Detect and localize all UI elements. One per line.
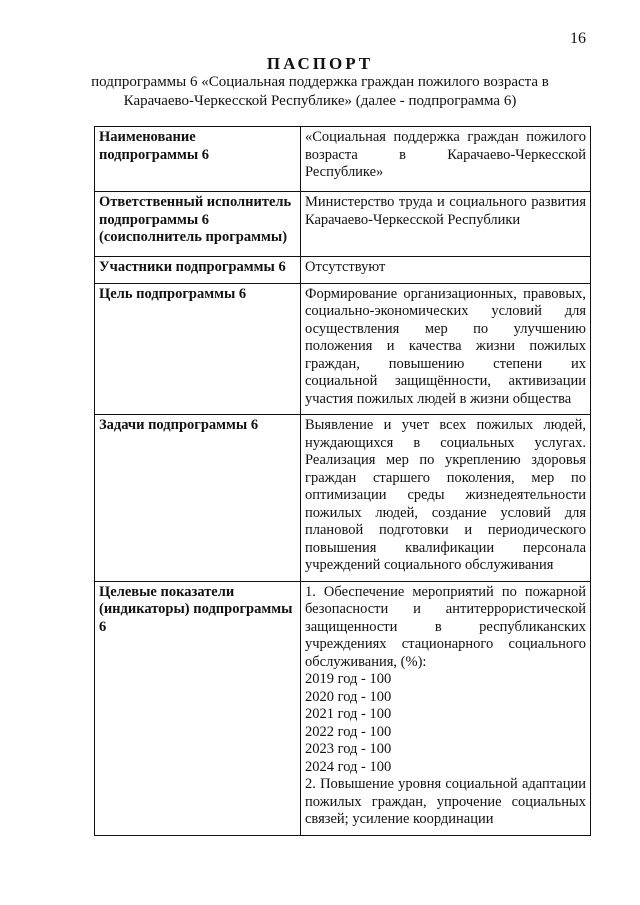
table-row xyxy=(95,127,591,192)
indicator-text: 2. Повышение уровня социальной адаптации пожилых граждан, упрочение социальных связей; усиление координации xyxy=(305,776,586,827)
document-subtitle: подпрограммы 6 «Социальная поддержка граждан пожилого возраста в Карачаево-Черкесской Республике» (далее - подпрограмма 6) xyxy=(91,74,549,109)
indicator-year-value: 2019 год - 100 xyxy=(305,671,392,687)
row-value: Министерство труда и социального развития Карачаево-Черкесской Республики xyxy=(301,192,591,257)
indicator-year-value: 2024 год - 100 xyxy=(305,758,392,775)
indicator-year-value: 2020 год - 100 xyxy=(305,688,392,705)
row-value xyxy=(301,581,591,835)
indicator-year-value: 2021 год - 100 xyxy=(305,706,392,722)
table-row xyxy=(95,192,591,257)
table-row xyxy=(95,257,591,284)
table-row xyxy=(95,581,591,835)
indicator-year-value: 2023 год - 100 xyxy=(305,741,392,757)
indicator-text: 1. Обеспечение мероприятий по пожарной безопасности и антитеррористической защищенности в республиканских учреждениях стационарного социального обслуживания, (%): xyxy=(305,583,586,670)
row-value: Формирование организационных, правовых, социально-экономических условий для осуществления мер по улучшению положения и качества жизни пожилых граждан, повышению степени их социальной защищённости, активизации участия пожилых людей в жизни общества xyxy=(301,283,591,415)
row-value: Отсутствуют xyxy=(301,257,591,284)
row-value: «Социальная поддержка граждан пожилого возраста в Карачаево-Черкесской Республике» xyxy=(301,127,591,192)
row-label: Ответственный исполнитель подпрограммы 6 (соисполнитель программы) xyxy=(95,192,301,257)
passport-table xyxy=(94,126,591,836)
row-value: Выявление и учет всех пожилых людей, нуждающихся в социальных услугах. Реализация мер по укреплению здоровья граждан старшего поколения, мер по оптимизации среды жизнедеятельности пожилых людей, создание условий для плановой подготовки и периодического повышения квалификации персонала учреждений социального обслуживания xyxy=(301,415,591,582)
row-label: Задачи подпрограммы 6 xyxy=(95,415,301,582)
page-number: 16 xyxy=(570,30,586,47)
row-label: Целевые показатели (индикаторы) подпрограммы 6 xyxy=(95,581,301,835)
row-label: Цель подпрограммы 6 xyxy=(95,283,301,415)
indicator-year-value: 2022 год - 100 xyxy=(305,723,392,740)
document-title: ПАСПОРТ xyxy=(266,54,374,73)
table-row xyxy=(95,415,591,582)
row-label: Участники подпрограммы 6 xyxy=(95,257,301,284)
table-row xyxy=(95,283,591,415)
row-label: Наименование подпрограммы 6 xyxy=(95,127,301,192)
